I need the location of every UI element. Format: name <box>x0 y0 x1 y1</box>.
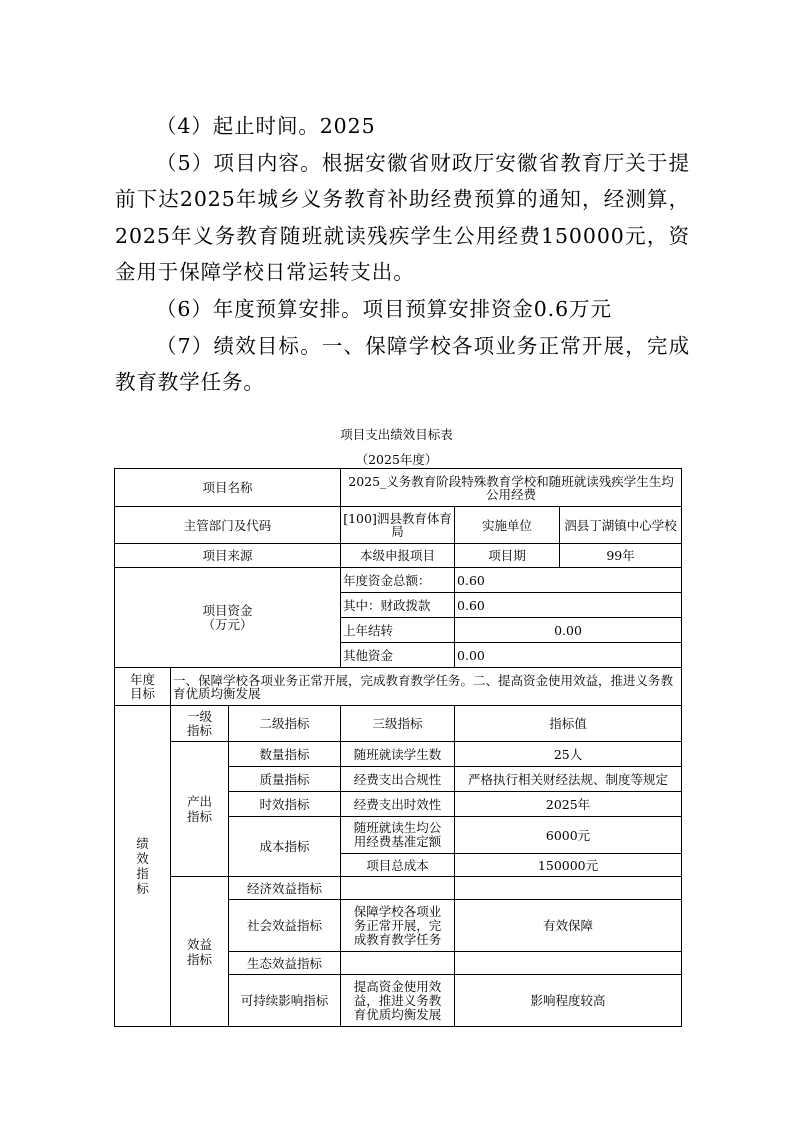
time-l3: 经费支出时效性 <box>341 792 455 817</box>
col-l1-text: 一级指标 <box>186 708 212 738</box>
social-l2: 社会效益指标 <box>229 900 341 952</box>
perf-label-text: 绩效指标 <box>136 836 149 896</box>
time-val: 2025年 <box>455 792 682 817</box>
sustain-l2: 可持续影响指标 <box>229 975 341 1027</box>
col-l2-header: 二级指标 <box>229 706 341 742</box>
econ-l2: 经济效益指标 <box>229 877 341 900</box>
econ-val <box>455 877 682 900</box>
period-value: 99年 <box>560 544 682 568</box>
funds-total-label: 年度资金总额： <box>341 568 455 593</box>
project-name-label: 项目名称 <box>115 469 341 507</box>
qty-l3: 随班就读学生数 <box>341 742 455 767</box>
table-title: 项目支出绩效目标表 <box>340 427 453 442</box>
benefit-label <box>171 877 229 1027</box>
perf-label <box>115 706 171 1027</box>
cost1-l3-text: 随班就读生均公用经费基准定额 <box>353 820 442 849</box>
cost-l2: 成本指标 <box>229 817 341 877</box>
paragraph-period: （4）起止时间。2025 <box>156 114 376 138</box>
paragraph-content: （5）项目内容。根据安徽省财政厅安徽省教育厅关于提前下达2025年城乡义务教育补助经费预算的通知，经测算，2025年义务教育随班就读残疾学生公用经费150000元，资金用于保障学校日常运转支出。 <box>115 150 690 285</box>
paragraph-budget: （6）年度预算安排。项目预算安排资金0.6万元 <box>156 296 612 321</box>
table-row <box>115 742 682 767</box>
col-l1-header <box>171 706 229 742</box>
impl-value: 泗县丁湖镇中心学校 <box>560 507 682 544</box>
table-subtitle: （2025年度） <box>355 452 438 467</box>
col-val-header: 指标值 <box>455 706 682 742</box>
table-row <box>115 469 682 507</box>
funds-other-label: 其他资金 <box>341 643 455 668</box>
eco-l3 <box>341 952 455 975</box>
social-l3 <box>341 900 455 952</box>
impl-label: 实施单位 <box>455 507 560 544</box>
benefit-label-text: 效益指标 <box>186 936 212 967</box>
table-row <box>115 706 682 742</box>
qual-val: 严格执行相关财经法规、制度等规定 <box>455 767 682 792</box>
time-l2: 时效指标 <box>229 792 341 817</box>
social-val: 有效保障 <box>455 900 682 952</box>
dept-value: [100]泗县教育体育局 <box>341 507 455 544</box>
qual-l3: 经费支出合规性 <box>341 767 455 792</box>
performance-table <box>114 468 682 1027</box>
paragraph-goal: （7）绩效目标。一、保障学校各项业务正常开展，完成教育教学任务。 <box>115 333 690 395</box>
project-name-value: 2025_义务教育阶段特殊教育学校和随班就读残疾学生生均公用经费 <box>341 469 682 507</box>
cost2-l3: 项目总成本 <box>341 854 455 877</box>
funds-other-value: 0.00 <box>455 643 682 668</box>
eco-val <box>455 952 682 975</box>
period-label: 项目期 <box>455 544 560 568</box>
qty-l2: 数量指标 <box>229 742 341 767</box>
source-value: 本级申报项目 <box>341 544 455 568</box>
social-l3-text: 保障学校各项业务正常开展，完成教育教学任务 <box>353 903 442 947</box>
output-label-text: 产出指标 <box>186 794 212 824</box>
qual-l2: 质量指标 <box>229 767 341 792</box>
cost1-val: 6000元 <box>455 817 682 854</box>
source-label: 项目来源 <box>115 544 341 568</box>
cost2-val: 150000元 <box>455 854 682 877</box>
annual-goal-label-text: 年度目标 <box>129 671 155 701</box>
body-text <box>115 108 690 401</box>
annual-goal-label <box>115 668 171 706</box>
sustain-l3 <box>341 975 455 1027</box>
col-l3-header: 三级指标 <box>341 706 455 742</box>
funds-fiscal-value: 0.60 <box>455 593 682 618</box>
table-row <box>115 877 682 900</box>
funds-fiscal-label: 其中：财政拨款 <box>341 593 455 618</box>
eco-l2: 生态效益指标 <box>229 952 341 975</box>
qty-val: 25人 <box>455 742 682 767</box>
econ-l3 <box>341 877 455 900</box>
funds-total-value: 0.60 <box>455 568 682 593</box>
output-label <box>171 742 229 877</box>
table-row <box>115 568 682 593</box>
funds-label <box>115 568 341 668</box>
sustain-val: 影响程度较高 <box>455 975 682 1027</box>
funds-label-text: 项目资金（万元） <box>202 602 253 632</box>
dept-label: 主管部门及代码 <box>115 507 341 544</box>
table-row <box>115 507 682 544</box>
funds-carryover-label: 上年结转 <box>341 618 455 643</box>
table-row <box>115 668 682 706</box>
table-row <box>115 544 682 568</box>
funds-carryover-value: 0.00 <box>455 618 682 643</box>
sustain-l3-text: 提高资金使用效益，推进义务教育优质均衡发展 <box>353 978 442 1022</box>
annual-goal-value: 一、保障学校各项业务正常开展，完成教育教学任务。二、提高资金使用效益，推进义务教育优质均衡发展 <box>171 668 682 706</box>
cost1-l3 <box>341 817 455 854</box>
